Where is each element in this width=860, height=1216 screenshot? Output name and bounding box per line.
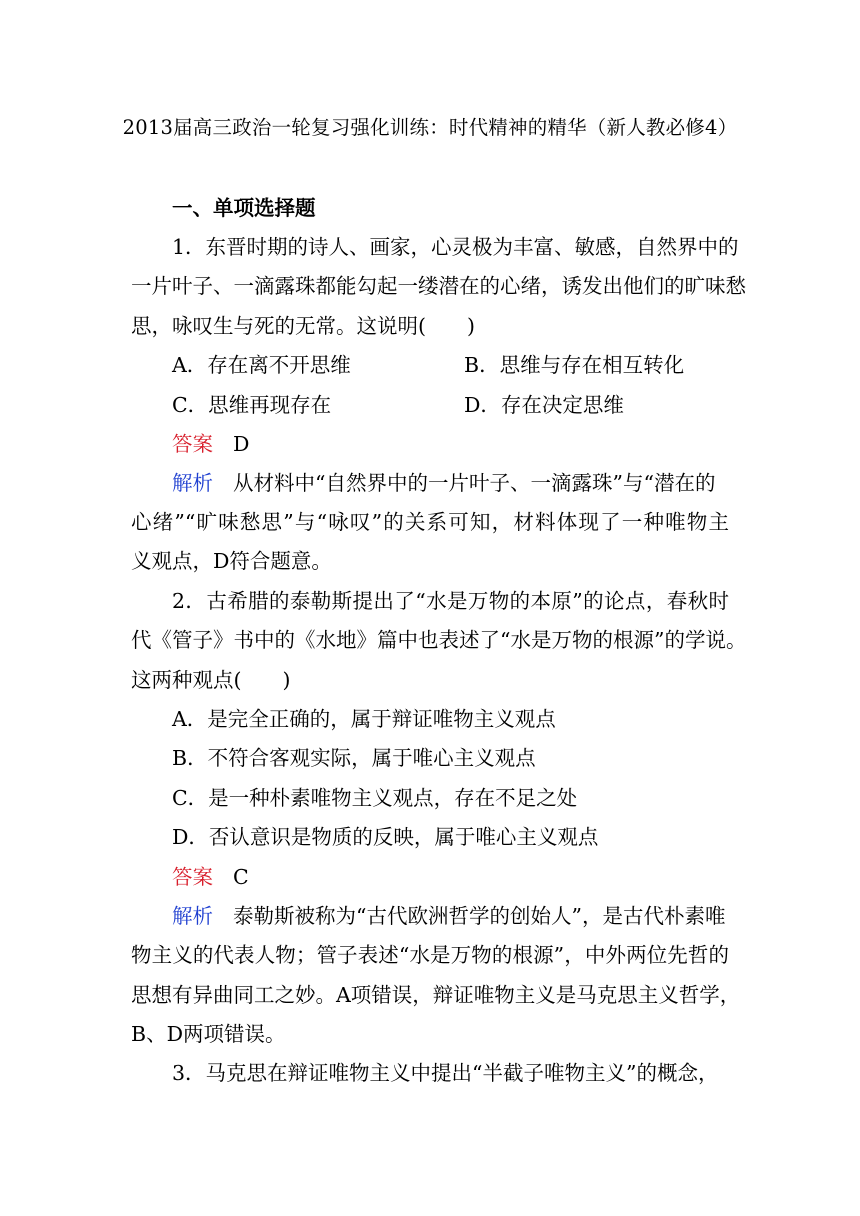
q1-option-b: B．思维与存在相互转化 [464,353,685,377]
q1-analysis-line-3: 义观点，D符合题意。 [131,549,332,573]
q2-stem-line-2: 代《管子》书中的《水地》篇中也表述了“水是万物的根源”的学说。 [131,628,747,652]
q1-stem-line-3: 思，咏叹生与死的无常。这说明( ) [131,314,475,338]
q1-stem-line-1: 1．东晋时期的诗人、画家，心灵极为丰富、敏感，自然界中的 [172,235,739,259]
q3-stem-line-1: 3．马克思在辩证唯物主义中提出“半截子唯物主义”的概念， [172,1061,719,1085]
q2-option-c: C．是一种朴素唯物主义观点，存在不足之处 [172,786,578,810]
q2-option-b: B．不符合客观实际，属于唯心主义观点 [172,746,536,770]
q2-analysis-line-2: 物主义的代表人物；管子表述“水是万物的根源”，中外两位先哲的 [131,943,729,967]
q1-stem-line-2: 一片叶子、一滴露珠都能勾起一缕潜在的心绪，诱发出他们的旷味愁 [131,274,746,298]
q1-answer-row [172,429,249,459]
answer-label: 答案 [172,865,213,889]
q2-stem-line-1: 2．古希腊的泰勒斯提出了“水是万物的本原”的论点，春秋时 [172,589,729,613]
q1-analysis-line-1: 解析 从材料中“自然界中的一片叶子、一滴露珠”与“潜在的 [172,471,716,495]
section-heading: 一、单项选择题 [172,196,316,220]
q2-option-a: A．是完全正确的，属于辩证唯物主义观点 [172,707,556,731]
q2-answer-value: C [233,865,249,889]
q2-option-d: D．否认意识是物质的反映，属于唯心主义观点 [172,825,599,849]
q1-option-d: D．存在决定思维 [464,393,624,417]
q2-answer-row [172,862,249,892]
q1-analysis-line-2: 心绪”“旷味愁思”与“咏叹”的关系可知，材料体现了一种唯物主 [131,510,729,534]
q1-answer-value: D [233,432,250,456]
answer-label: 答案 [172,432,213,456]
q2-analysis-line-4: B、D两项错误。 [131,1022,286,1046]
document-title: 2013届高三政治一轮复习强化训练：时代精神的精华（新人教必修4） [122,116,738,139]
q2-stem-line-3: 这两种观点( ) [131,668,291,692]
q1-option-c: C．思维再现存在 [172,393,332,417]
q1-option-a: A．存在离不开思维 [172,353,351,377]
q2-analysis-line-3: 思想有异曲同工之妙。A项错误，辩证唯物主义是马克思主义哲学， [131,983,741,1007]
q2-analysis-line-1: 解析 泰勒斯被称为“古代欧洲哲学的创始人”，是古代朴素唯 [172,904,726,928]
analysis-label: 解析 [172,904,213,928]
analysis-label: 解析 [172,471,213,495]
